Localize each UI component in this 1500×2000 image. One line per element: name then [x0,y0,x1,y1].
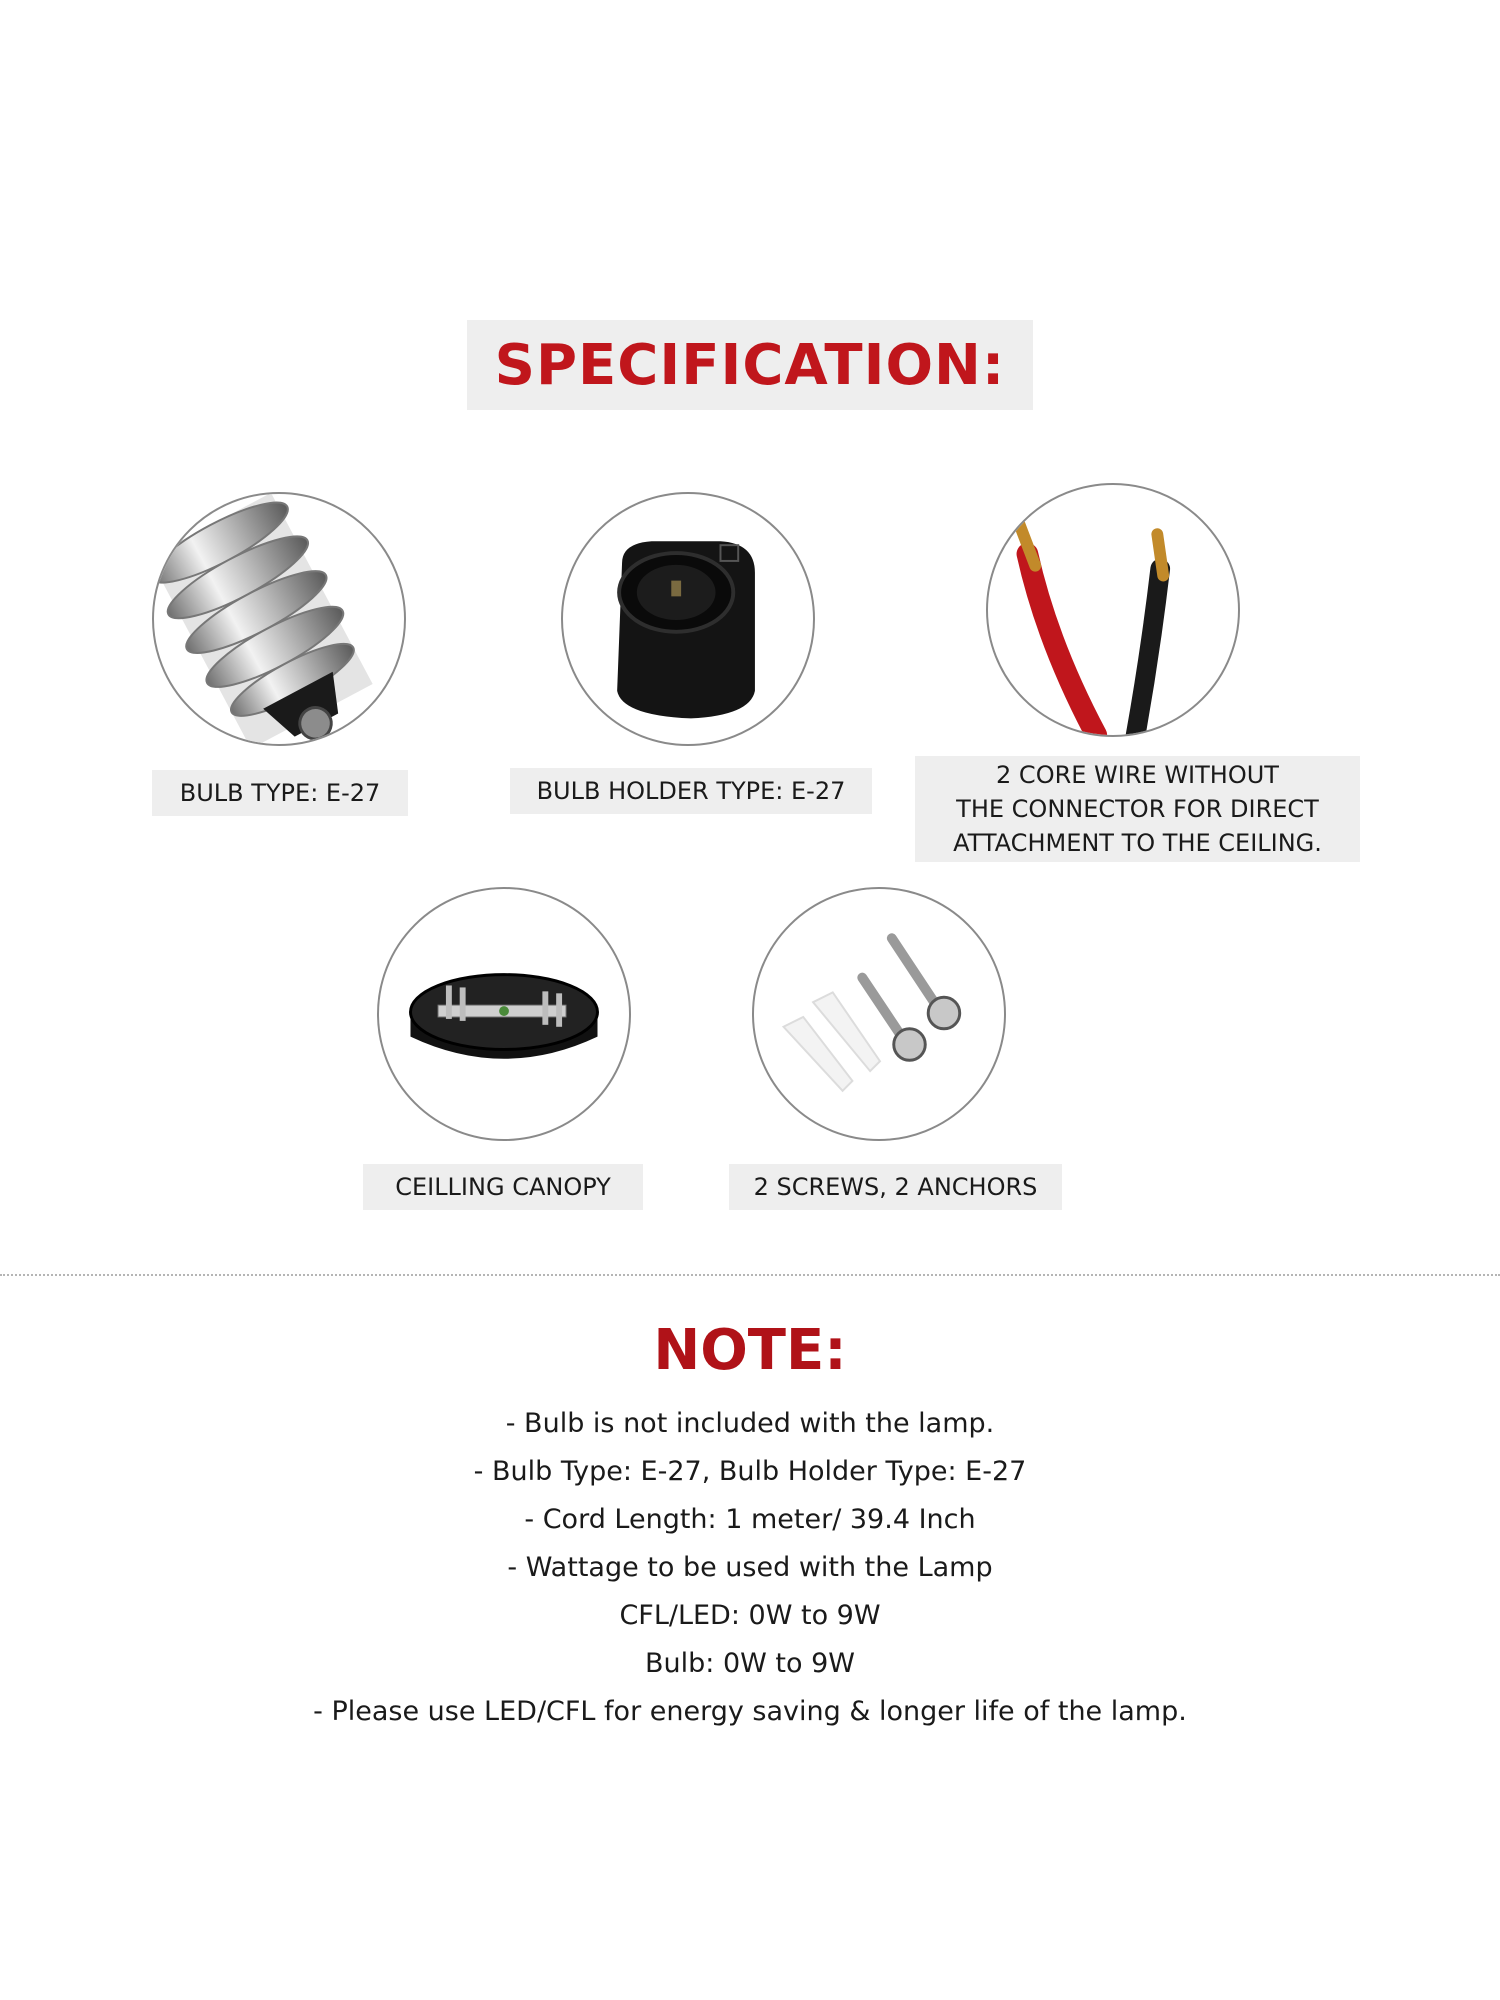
bulb-holder-type-label: BULB HOLDER TYPE: E-27 [510,768,872,814]
note-line: - Bulb Type: E-27, Bulb Holder Type: E-27 [473,1456,1027,1487]
note-line: - Please use LED/CFL for energy saving & longer life of the lamp. [313,1696,1187,1727]
note-line: - Cord Length: 1 meter/ 39.4 Inch [524,1504,976,1535]
section-divider [0,1274,1500,1276]
ceiling-canopy-icon [379,889,629,1139]
screws-anchors-image [752,887,1006,1141]
wire-label: 2 CORE WIRE WITHOUT THE CONNECTOR FOR DIRECT ATTACHMENT TO THE CEILING. [915,756,1360,862]
ceiling-canopy-label: CEILLING CANOPY [363,1164,643,1210]
note-line: Bulb: 0W to 9W [645,1648,855,1679]
specification-title: SPECIFICATION: [494,332,1006,398]
ceiling-canopy-image [377,887,631,1141]
note-line: - Wattage to be used with the Lamp [507,1552,993,1583]
note-line: CFL/LED: 0W to 9W [619,1600,881,1631]
specification-header [467,320,1033,410]
screws-anchors-icon [754,889,1004,1139]
wire-image [986,483,1240,737]
bulb-type-label: BULB TYPE: E-27 [152,770,408,816]
bulb-base-icon [154,494,404,744]
screws-anchors-label: 2 SCREWS, 2 ANCHORS [729,1164,1062,1210]
bulb-holder-icon [563,494,813,744]
bulb-base-image [152,492,406,746]
two-core-wire-icon [988,485,1238,735]
bulb-holder-image [561,492,815,746]
note-title: NOTE: [653,1318,847,1383]
note-line: - Bulb is not included with the lamp. [505,1408,995,1439]
note-list [0,1400,1500,1736]
